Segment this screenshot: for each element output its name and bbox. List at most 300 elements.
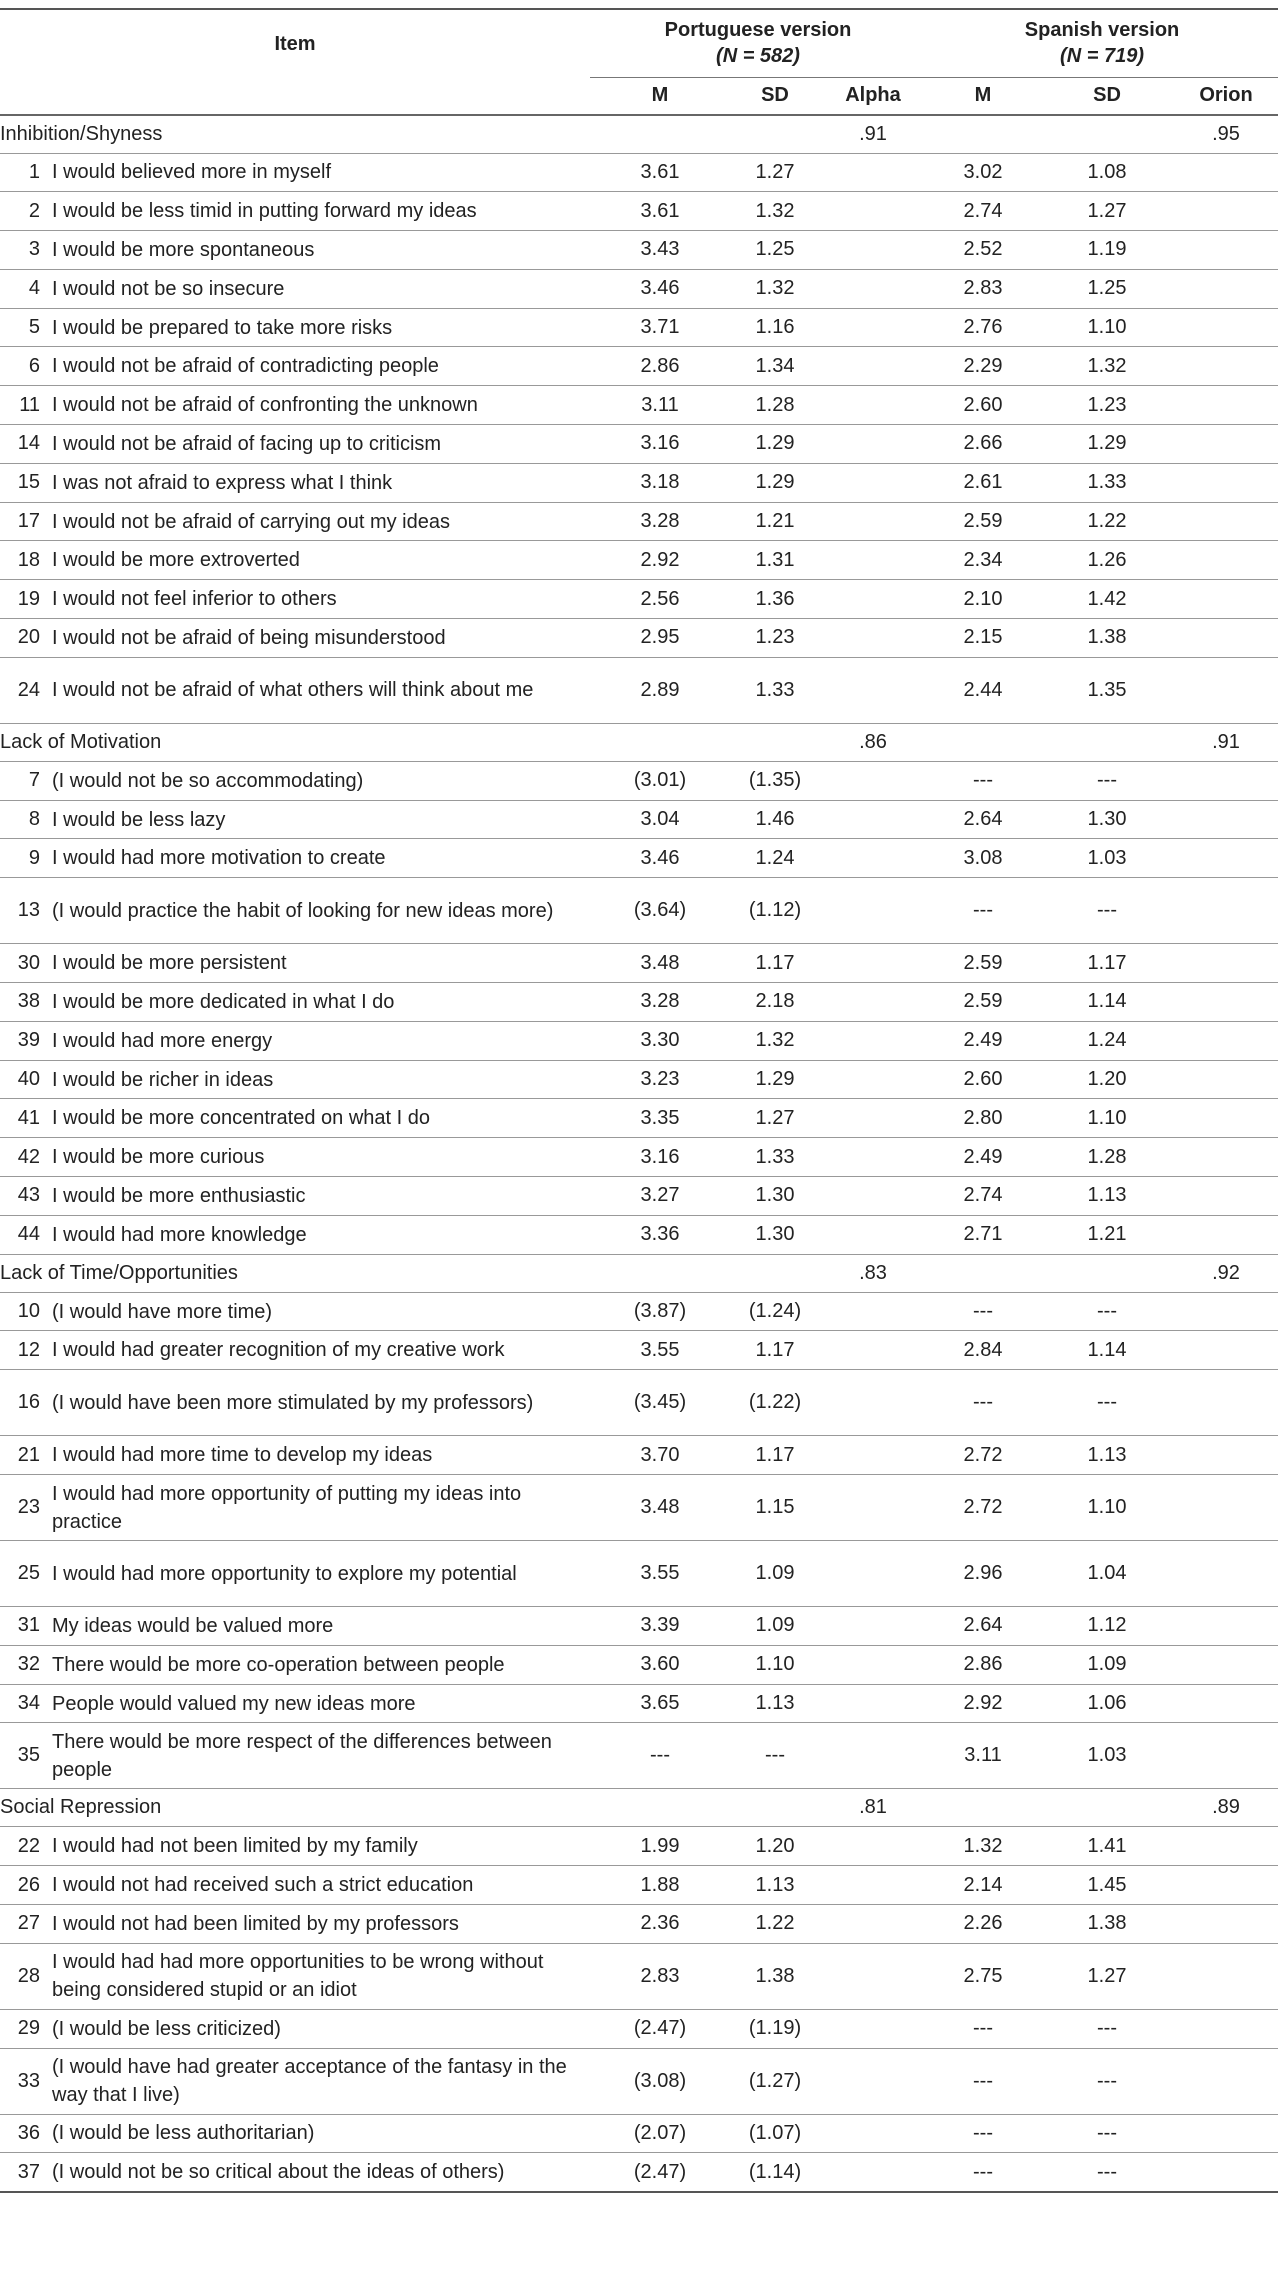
table-row	[0, 386, 1278, 425]
spanish-mean: 2.76	[963, 316, 1003, 339]
section-alpha: .91	[859, 122, 887, 145]
portuguese-sd: 1.33	[755, 1145, 795, 1168]
section-title: Inhibition/Shyness	[0, 122, 163, 145]
spanish-mean: 2.74	[963, 199, 1003, 222]
portuguese-sd: 2.18	[755, 990, 795, 1013]
spanish-mean: 2.83	[963, 277, 1003, 300]
spanish-mean: ---	[973, 2121, 993, 2144]
section-spacer	[590, 1254, 820, 1292]
item-number: 12	[17, 1338, 40, 1361]
spanish-orion-empty	[1174, 463, 1278, 502]
item-text: I would had more energy	[52, 1029, 273, 1052]
item-number: 43	[17, 1184, 40, 1207]
item-text: I would be more enthusiastic	[52, 1184, 306, 1207]
portuguese-alpha-empty	[820, 2153, 926, 2192]
portuguese-mean: 3.11	[641, 393, 679, 416]
section-alpha: .86	[859, 730, 887, 753]
item-text: I would believed more in myself	[52, 161, 332, 184]
section-header-row	[0, 115, 1278, 153]
section-spacer	[590, 723, 820, 761]
spanish-sd: 1.08	[1087, 160, 1127, 183]
portuguese-alpha-empty	[820, 983, 926, 1022]
table-row	[0, 1331, 1278, 1370]
section-header-row	[0, 723, 1278, 761]
item-number: 7	[28, 769, 40, 792]
table-row	[0, 761, 1278, 800]
spanish-orion-empty	[1174, 1370, 1278, 1436]
spanish-orion-empty	[1174, 347, 1278, 386]
spanish-orion-empty	[1174, 1827, 1278, 1866]
spanish-sd: 1.38	[1087, 1912, 1127, 1935]
spanish-sample-size: (N = 719)	[1060, 45, 1144, 68]
section-orion: .89	[1212, 1796, 1240, 1819]
item-text: People would valued my new ideas more	[52, 1692, 416, 1715]
spanish-orion-empty	[1174, 983, 1278, 1022]
portuguese-mean: 2.95	[640, 626, 680, 649]
portuguese-sd: (1.14)	[748, 2160, 802, 2183]
table-row	[0, 2114, 1278, 2153]
table-body	[0, 115, 1278, 2192]
spanish-mean: 3.11	[964, 1744, 1002, 1767]
portuguese-sd: (1.22)	[748, 1391, 802, 1414]
portuguese-alpha-empty	[820, 1684, 926, 1723]
portuguese-alpha-empty	[820, 1866, 926, 1905]
portuguese-sd: (1.19)	[748, 2017, 802, 2040]
spanish-orion-empty	[1174, 192, 1278, 231]
table-row	[0, 839, 1278, 878]
spanish-m-header: M	[974, 84, 992, 107]
spanish-sd: ---	[1097, 899, 1117, 922]
spanish-mean: 2.75	[963, 1964, 1003, 1987]
spanish-sd: 1.12	[1087, 1614, 1127, 1637]
portuguese-sd: 1.32	[755, 1029, 795, 1052]
table-row	[0, 878, 1278, 944]
spanish-sd: 1.33	[1087, 471, 1127, 494]
spanish-mean: 2.72	[963, 1496, 1003, 1519]
spanish-orion-empty	[1174, 2048, 1278, 2114]
portuguese-mean: (3.01)	[633, 769, 687, 792]
spanish-sd: ---	[1097, 769, 1117, 792]
portuguese-sd: ---	[765, 1744, 785, 1767]
spanish-orion-empty	[1174, 944, 1278, 983]
spanish-orion-empty	[1174, 878, 1278, 944]
portuguese-alpha-empty	[820, 657, 926, 723]
section-header-row	[0, 1789, 1278, 1827]
portuguese-mean: 1.88	[640, 1873, 680, 1896]
portuguese-alpha-empty	[820, 1723, 926, 1789]
item-number: 14	[17, 432, 40, 455]
portuguese-sd: 1.13	[755, 1692, 795, 1714]
spanish-sd: 1.25	[1087, 277, 1127, 300]
portuguese-sd: 1.25	[755, 238, 795, 261]
spanish-mean: 2.15	[963, 626, 1003, 649]
item-number: 3	[28, 238, 40, 261]
item-text: I would not be so insecure	[52, 277, 285, 300]
item-text: I would not had received such a strict education	[52, 1874, 474, 1897]
item-number: 26	[17, 1873, 40, 1896]
spanish-sd: 1.26	[1087, 548, 1127, 571]
portuguese-alpha-empty	[820, 1827, 926, 1866]
table-row	[0, 1436, 1278, 1475]
portuguese-mean: 3.46	[640, 277, 680, 300]
portuguese-mean: 2.92	[640, 548, 680, 571]
portuguese-mean: 2.89	[640, 678, 680, 701]
spanish-sd: 1.10	[1087, 316, 1127, 339]
item-text: I would be prepared to take more risks	[52, 316, 393, 339]
spanish-orion-empty	[1174, 541, 1278, 580]
item-number: 33	[17, 2069, 40, 2092]
portuguese-alpha-empty	[820, 463, 926, 502]
portuguese-sd: 1.31	[755, 548, 795, 571]
spanish-sd: 1.21	[1087, 1223, 1127, 1246]
spanish-mean: 2.96	[963, 1562, 1003, 1585]
portuguese-sd: (1.24)	[748, 1300, 802, 1323]
spanish-sd: 1.03	[1087, 846, 1127, 869]
portuguese-mean: 3.18	[640, 471, 680, 494]
portuguese-alpha-empty	[820, 619, 926, 658]
portuguese-sd: 1.17	[755, 951, 795, 974]
portuguese-sd: (1.35)	[748, 769, 802, 792]
table-row	[0, 1684, 1278, 1723]
portuguese-alpha-empty	[820, 231, 926, 270]
spanish-sd: ---	[1097, 2017, 1117, 2040]
spanish-mean: ---	[973, 2017, 993, 2040]
item-number: 15	[17, 471, 40, 494]
portuguese-mean: (3.87)	[633, 1300, 687, 1323]
portuguese-alpha-empty	[820, 1943, 926, 2009]
table-row	[0, 580, 1278, 619]
spanish-mean: 2.52	[963, 238, 1003, 261]
section-title: Lack of Motivation	[0, 730, 162, 753]
portuguese-alpha-empty	[820, 800, 926, 839]
spanish-orion-empty	[1174, 1905, 1278, 1944]
item-text: (I would have been more stimulated by my professors)	[52, 1391, 534, 1414]
item-text: There would be more co-operation between people	[52, 1653, 505, 1676]
spanish-orion-empty	[1174, 231, 1278, 270]
portuguese-alpha-empty	[820, 1138, 926, 1177]
portuguese-mean: 3.46	[640, 846, 680, 869]
portuguese-mean: (2.47)	[633, 2017, 687, 2040]
spanish-mean: 2.60	[963, 393, 1003, 416]
spanish-sd: 1.28	[1087, 1145, 1127, 1168]
portuguese-mean: 3.16	[640, 432, 680, 455]
section-spacer	[590, 1789, 820, 1827]
portuguese-mean: 3.30	[640, 1029, 680, 1052]
spanish-mean: 2.49	[963, 1145, 1003, 1168]
spanish-mean: 2.71	[963, 1223, 1003, 1246]
table-row	[0, 463, 1278, 502]
portuguese-sd-header: SD	[761, 84, 789, 107]
item-text: I would not be afraid of confronting the unknown	[52, 394, 478, 417]
spanish-orion-empty	[1174, 761, 1278, 800]
item-text: (I would practice the habit of looking for new ideas more)	[52, 899, 554, 922]
spanish-mean: 2.59	[963, 990, 1003, 1013]
portuguese-sd: (1.12)	[748, 899, 802, 922]
portuguese-alpha-empty	[820, 1060, 926, 1099]
portuguese-mean: 3.28	[640, 990, 680, 1013]
item-number: 9	[28, 846, 40, 869]
item-number: 28	[17, 1964, 40, 1987]
portuguese-mean: 2.83	[640, 1964, 680, 1987]
portuguese-sd: (1.07)	[748, 2121, 802, 2144]
table-row	[0, 1541, 1278, 1607]
portuguese-mean: 3.27	[640, 1184, 680, 1207]
item-number: 10	[17, 1300, 40, 1323]
item-number: 31	[17, 1614, 40, 1637]
portuguese-alpha-empty	[820, 1021, 926, 1060]
spanish-orion-empty	[1174, 502, 1278, 541]
spanish-mean: 2.14	[963, 1873, 1003, 1896]
spanish-sd: 1.22	[1087, 510, 1127, 533]
spanish-mean: 2.84	[963, 1338, 1003, 1361]
spanish-sd: ---	[1097, 2160, 1117, 2183]
spanish-mean: ---	[973, 769, 993, 792]
table-row	[0, 1475, 1278, 1541]
portuguese-alpha-empty	[820, 1215, 926, 1254]
portuguese-mean: 3.48	[640, 1496, 680, 1519]
spanish-mean: ---	[973, 899, 993, 922]
portuguese-mean: 3.55	[640, 1338, 680, 1361]
spanish-mean: 2.72	[963, 1443, 1003, 1466]
portuguese-alpha-empty	[820, 1331, 926, 1370]
portuguese-sd: 1.21	[755, 510, 795, 533]
table-row	[0, 1021, 1278, 1060]
portuguese-mean: 2.36	[640, 1912, 680, 1935]
item-text: I would be less timid in putting forward my ideas	[52, 200, 477, 223]
item-text: I would be more dedicated in what I do	[52, 990, 395, 1013]
portuguese-sd: 1.32	[755, 199, 795, 222]
portuguese-sd: 1.15	[755, 1496, 795, 1519]
portuguese-mean: 3.04	[640, 808, 680, 831]
spanish-orion-empty	[1174, 269, 1278, 308]
item-text: I was not afraid to express what I think	[52, 471, 393, 494]
spanish-orion-empty	[1174, 1475, 1278, 1541]
item-number: 25	[17, 1562, 40, 1585]
spanish-sd: 1.13	[1087, 1184, 1127, 1207]
item-text: I would be richer in ideas	[52, 1068, 274, 1091]
item-number: 40	[17, 1068, 40, 1091]
spanish-orion-empty	[1174, 2153, 1278, 2192]
item-number: 4	[28, 277, 40, 300]
table-row	[0, 308, 1278, 347]
item-number: 5	[28, 316, 40, 339]
item-text: I would not be afraid of what others will think about me	[52, 679, 534, 702]
table-row	[0, 1177, 1278, 1216]
spanish-sd: 1.13	[1087, 1443, 1127, 1466]
portuguese-alpha-empty	[820, 308, 926, 347]
item-number: 16	[17, 1391, 40, 1414]
portuguese-alpha-empty	[820, 1436, 926, 1475]
table-row	[0, 425, 1278, 464]
spanish-orion-empty	[1174, 1436, 1278, 1475]
section-spacer	[926, 115, 1174, 153]
table-row	[0, 1905, 1278, 1944]
spanish-sd: ---	[1097, 1391, 1117, 1414]
portuguese-mean: 3.70	[640, 1443, 680, 1466]
portuguese-sd: 1.27	[755, 1106, 795, 1129]
portuguese-alpha-empty	[820, 2048, 926, 2114]
portuguese-alpha-empty	[820, 878, 926, 944]
spanish-orion-empty	[1174, 1099, 1278, 1138]
portuguese-alpha-empty	[820, 541, 926, 580]
item-number: 11	[19, 393, 40, 416]
spanish-mean: 3.08	[963, 846, 1003, 869]
table-row	[0, 1645, 1278, 1684]
spanish-mean: 2.86	[963, 1653, 1003, 1676]
spanish-mean: 2.61	[963, 471, 1003, 494]
portuguese-alpha-empty	[820, 269, 926, 308]
item-header-spacer	[0, 77, 590, 115]
spanish-orion-empty	[1174, 1943, 1278, 2009]
portuguese-mean: 3.28	[640, 510, 680, 533]
portuguese-sd: 1.30	[755, 1223, 795, 1246]
spanish-sd: 1.03	[1087, 1744, 1127, 1767]
portuguese-mean: ---	[650, 1744, 670, 1767]
item-text: I would not be afraid of being misunderstood	[52, 626, 446, 649]
item-text: I would be more spontaneous	[52, 238, 315, 261]
item-number: 42	[17, 1145, 40, 1168]
item-number: 37	[17, 2160, 40, 2183]
portuguese-sd: (1.27)	[748, 2069, 802, 2092]
portuguese-sd: 1.46	[755, 808, 795, 831]
portuguese-sd: 1.29	[755, 1068, 795, 1091]
alpha-header: Alpha	[845, 84, 901, 107]
item-number: 18	[17, 548, 40, 571]
table-row	[0, 657, 1278, 723]
spanish-title: Spanish version	[1024, 19, 1180, 42]
spanish-mean: 2.59	[963, 510, 1003, 533]
portuguese-sd: 1.24	[755, 846, 795, 869]
table-row	[0, 983, 1278, 1022]
portuguese-sd: 1.22	[755, 1912, 795, 1935]
section-header-row	[0, 1254, 1278, 1292]
spanish-orion-empty	[1174, 425, 1278, 464]
portuguese-sd: 1.23	[755, 626, 795, 649]
item-number: 1	[28, 160, 40, 183]
table-row	[0, 502, 1278, 541]
spanish-orion-empty	[1174, 2114, 1278, 2153]
section-spacer	[926, 1254, 1174, 1292]
portuguese-sd: 1.29	[755, 432, 795, 455]
spanish-mean: 2.64	[963, 808, 1003, 831]
portuguese-mean: 3.23	[640, 1068, 680, 1091]
table-row	[0, 1138, 1278, 1177]
item-text: I would not be afraid of facing up to criticism	[52, 432, 442, 455]
spanish-mean: 1.32	[963, 1834, 1003, 1857]
portuguese-alpha-empty	[820, 153, 926, 192]
item-text: I would be less lazy	[52, 808, 226, 831]
table-row	[0, 944, 1278, 983]
portuguese-sd: 1.17	[755, 1443, 795, 1466]
spanish-mean: 2.74	[963, 1184, 1003, 1207]
spanish-sd-header: SD	[1093, 84, 1121, 107]
spanish-sd: 1.42	[1087, 587, 1127, 610]
portuguese-mean: 3.55	[640, 1562, 680, 1585]
portuguese-alpha-empty	[820, 1177, 926, 1216]
portuguese-alpha-empty	[820, 2009, 926, 2048]
spanish-sd: 1.38	[1087, 626, 1127, 649]
portuguese-mean: 3.35	[640, 1106, 680, 1129]
item-text: (I would be less criticized)	[52, 2017, 281, 2040]
portuguese-alpha-empty	[820, 502, 926, 541]
item-number: 29	[17, 2017, 40, 2040]
portuguese-alpha-empty	[820, 944, 926, 983]
item-number: 17	[17, 510, 40, 533]
spanish-sd: 1.24	[1087, 1029, 1127, 1052]
portuguese-mean: 2.86	[640, 354, 680, 377]
spanish-version-header	[926, 9, 1278, 77]
spanish-orion-empty	[1174, 800, 1278, 839]
spanish-mean: ---	[973, 1391, 993, 1414]
portuguese-mean: 3.16	[640, 1145, 680, 1168]
portuguese-sd: 1.09	[755, 1614, 795, 1637]
item-text: There would be more respect of the differences between people	[52, 1730, 552, 1781]
portuguese-mean: 3.65	[640, 1692, 680, 1714]
item-number: 19	[17, 587, 40, 610]
portuguese-alpha-empty	[820, 761, 926, 800]
spanish-sd: ---	[1097, 1300, 1117, 1323]
portuguese-alpha-empty	[820, 839, 926, 878]
table-row	[0, 1827, 1278, 1866]
portuguese-alpha-empty	[820, 1475, 926, 1541]
item-text: I would not had been limited by my professors	[52, 1912, 459, 1935]
header-row-columns	[0, 77, 1278, 115]
table-row	[0, 2048, 1278, 2114]
table-row	[0, 541, 1278, 580]
portuguese-alpha-empty	[820, 425, 926, 464]
table-row	[0, 1099, 1278, 1138]
portuguese-mean: 3.61	[640, 160, 680, 183]
table-row	[0, 1866, 1278, 1905]
table-row	[0, 231, 1278, 270]
table-row	[0, 2153, 1278, 2192]
portuguese-sd: 1.32	[755, 277, 795, 300]
item-text: (I would have had greater acceptance of the fantasy in the way that I live)	[52, 2056, 567, 2107]
item-number: 23	[17, 1496, 40, 1519]
spanish-sd: 1.27	[1087, 1964, 1127, 1987]
section-orion: .91	[1212, 730, 1240, 753]
portuguese-alpha-empty	[820, 1645, 926, 1684]
spanish-orion-empty	[1174, 308, 1278, 347]
portuguese-sd: 1.17	[755, 1338, 795, 1361]
table-row	[0, 1607, 1278, 1646]
portuguese-alpha-empty	[820, 1541, 926, 1607]
item-text: I would had not been limited by my family	[52, 1835, 418, 1858]
section-title: Social Repression	[0, 1796, 162, 1819]
portuguese-alpha-empty	[820, 580, 926, 619]
portuguese-sd: 1.36	[755, 587, 795, 610]
portuguese-mean: 3.43	[640, 238, 680, 261]
spanish-mean: ---	[973, 2160, 993, 2183]
item-number: 39	[17, 1029, 40, 1052]
portuguese-mean: (3.08)	[633, 2069, 687, 2092]
spanish-mean: 2.44	[963, 678, 1003, 701]
item-number: 6	[28, 354, 40, 377]
item-number: 21	[17, 1443, 40, 1466]
spanish-sd: 1.29	[1087, 432, 1127, 455]
spanish-sd: 1.10	[1087, 1496, 1127, 1519]
spanish-sd: 1.10	[1087, 1106, 1127, 1129]
spanish-orion-empty	[1174, 2009, 1278, 2048]
portuguese-mean: 3.48	[640, 951, 680, 974]
spanish-orion-empty	[1174, 1060, 1278, 1099]
portuguese-sd: 1.09	[755, 1562, 795, 1585]
table-row	[0, 1943, 1278, 2009]
item-number: 20	[17, 626, 40, 649]
item-text: I would be more persistent	[52, 952, 287, 975]
spanish-orion-empty	[1174, 1138, 1278, 1177]
item-text: (I would have more time)	[52, 1300, 273, 1323]
